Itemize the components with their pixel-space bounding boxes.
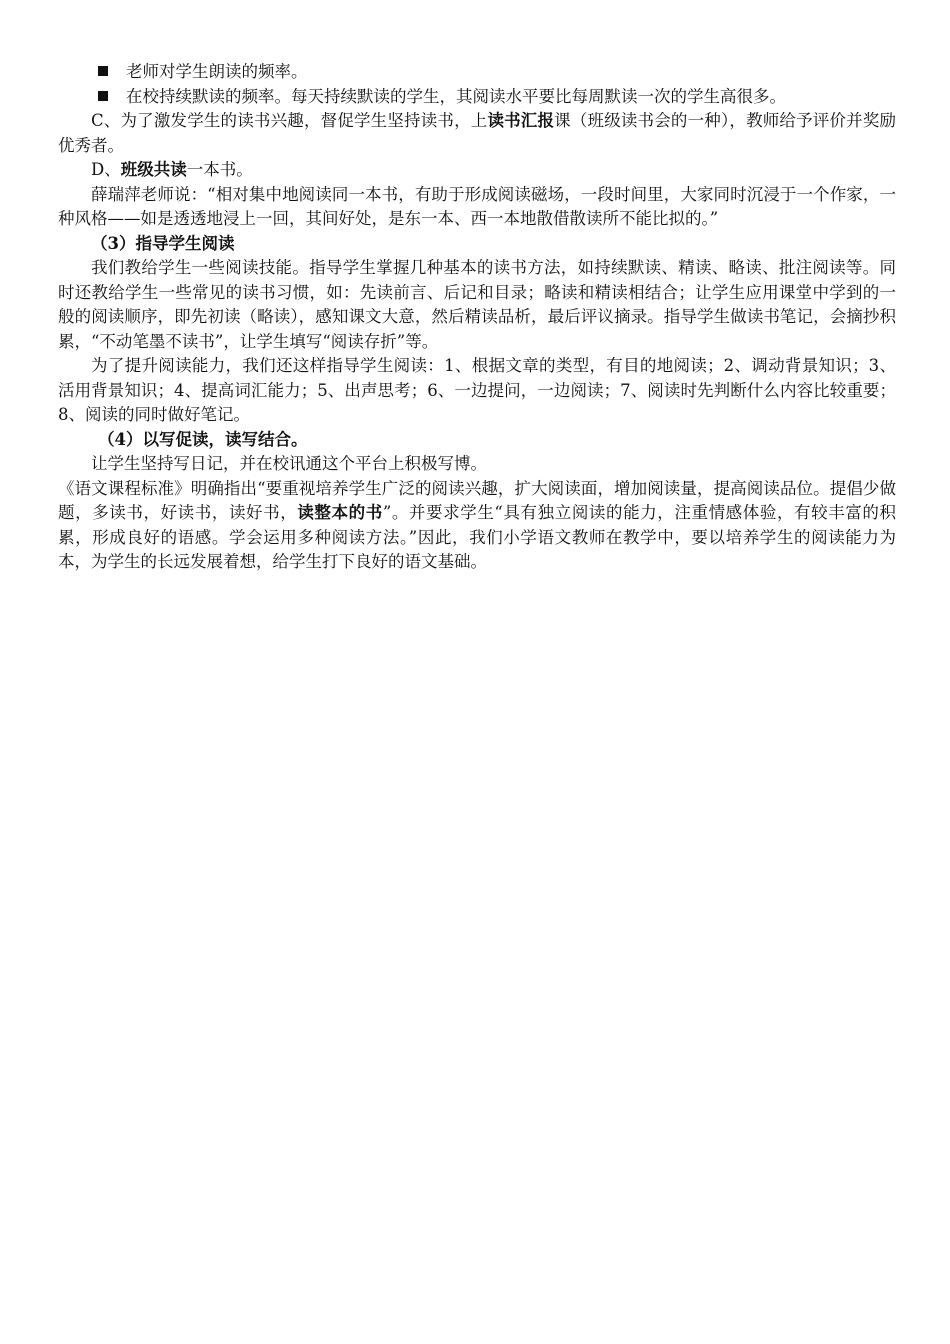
text: 《语文课程标准》明确指出“要重视培养学生广泛的阅读兴趣，扩大阅读面，增加阅读量，提高阅读品位。提倡少做题，多读书，好读书，读好书， — [58, 478, 896, 522]
bullet-item — [58, 85, 896, 110]
heading-text: （4）以写促读，读写结合。 — [98, 429, 308, 449]
text: C、为了激发学生的读书兴趣，督促学生坚持读书，上 — [91, 111, 488, 130]
paragraph-c — [58, 109, 896, 158]
heading-text: （3）指导学生阅读 — [91, 233, 235, 253]
document-body — [58, 60, 896, 575]
section-heading-4 — [58, 428, 896, 453]
bullet-text: 老师对学生朗读的频率。 — [126, 62, 308, 81]
bold-text: 读书汇报 — [487, 111, 555, 130]
bullet-item — [58, 60, 896, 85]
bold-text: 读整本的书 — [297, 503, 383, 522]
text: ”。并要求学生“具有独立阅读的能力，注重情感体验，有较丰富的积累，形成良好的语感。学会运用多种阅读方法。”因此，我们小学语文教师在教学中，要以培养学生的阅读能力为本，为学生的长远发展着想，给学生打下良好的语文基础。 — [58, 503, 897, 571]
section-heading-3 — [58, 232, 896, 257]
black-square-icon — [98, 66, 108, 76]
paragraph-skills-2: 为了提升阅读能力，我们还这样指导学生阅读：1、根据文章的类型，有目的地阅读；2、调动背景知识；3、活用背景知识；4、提高词汇能力；5、出声思考；6、一边提问，一边阅读；7、阅读时先判断什么内容比较重要；8、阅读的同时做好笔记。 — [58, 356, 896, 424]
black-square-icon — [98, 91, 108, 101]
bold-text: 班级共读 — [120, 160, 187, 179]
paragraph-d — [58, 158, 896, 183]
paragraph-standard — [58, 477, 896, 575]
paragraph-write: 让学生坚持写日记，并在校讯通这个平台上积极写博。 — [91, 454, 487, 473]
text: 课（班级读书会的一种），教师给予评价并奖励优秀者。 — [58, 111, 896, 155]
text: 一本书。 — [186, 160, 253, 179]
bullet-text: 在校持续默读的频率。每天持续默读的学生，其阅读水平要比每周默读一次的学生高很多。 — [126, 86, 786, 106]
paragraph-quote: 薛瑞萍老师说：“相对集中地阅读同一本书，有助于形成阅读磁场，一段时间里，大家同时沉浸于一个作家，一种风格——如是透透地浸上一回，其间好处，是东一本、西一本地散借散读所不能比拟的。” — [58, 184, 896, 228]
text: D、 — [91, 160, 121, 179]
paragraph-skills-1: 我们教给学生一些阅读技能。指导学生掌握几种基本的读书方法，如持续默读、精读、略读、批注阅读等。同时还教给学生一些常见的读书习惯，如：先读前言、后记和目录；略读和精读相结合；让学生应用课堂中学到的一般的阅读顺序，即先初读（略读），感知课文大意，然后精读品析，最后评议摘录。指导学生做读书笔记，会摘抄积累，“不动笔墨不读书”，让学生填写“阅读存折”等。 — [58, 258, 896, 351]
